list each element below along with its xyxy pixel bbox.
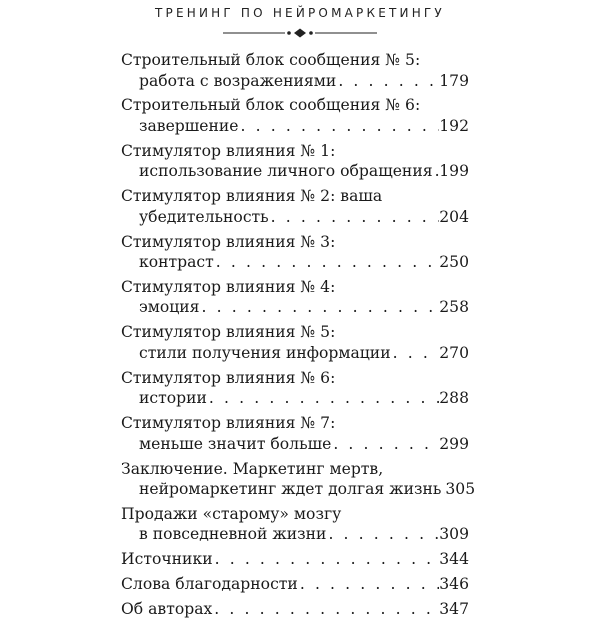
toc-page-number: 309 [439,525,469,544]
toc-entry-title: Стимулятор влияния № 1: [121,141,336,160]
toc-entry-continuation [121,524,469,545]
toc-entry-title: Источники [121,550,213,569]
toc-page-number: 270 [439,343,469,362]
toc-entry-continuation [121,434,469,455]
dot-leader [213,549,440,570]
dot-leader [298,574,439,595]
toc-page-number: 192 [439,116,469,135]
toc-entry-continuation [121,549,469,570]
dot-leader [214,252,439,273]
toc-entry-title: Заключение. Маркетинг мертв, [121,459,384,478]
toc-entry-title: Стимулятор влияния № 6: [121,368,336,387]
toc-entry-continuation [121,252,469,273]
table-of-contents [121,50,476,624]
toc-entry[interactable] [121,232,469,273]
running-head: ТРЕНИНГ ПО НЕЙРОМАРКЕТИНГУ [155,6,445,20]
toc-entry-subtitle: истории [139,389,207,408]
toc-entry-continuation [121,599,469,620]
toc-entry-subtitle: использование личного обращения [139,162,433,181]
toc-page-number: 288 [439,389,469,408]
toc-entry[interactable] [121,277,469,318]
toc-page-number: 299 [439,434,469,453]
toc-entry-title: Слова благодарности [121,575,298,594]
toc-page-number: 258 [439,298,469,317]
ornament-diamond [294,29,306,38]
toc-entry-title: Строительный блок сообщения № 6: [121,96,421,115]
toc-entry[interactable] [121,141,469,182]
toc-entry-continuation [121,343,469,364]
toc-entry-subtitle: эмоция [139,298,200,317]
dot-leader [326,524,439,545]
toc-entry-subtitle: работа с возражениями [139,71,337,90]
toc-entry[interactable] [121,599,469,620]
toc-entry[interactable] [121,95,469,136]
toc-entry-title: Строительный блок сообщения № 5: [121,51,421,69]
toc-entry-continuation [121,116,469,137]
dot-leader [336,71,439,92]
toc-entry-continuation [121,574,469,595]
toc-entry-title: Стимулятор влияния № 4: [121,277,336,296]
toc-entry[interactable] [121,504,469,545]
dot-leader [331,434,439,455]
toc-entry-subtitle: нейромаркетинг ждет долгая жизнь [139,480,442,499]
toc-page-number: 204 [439,207,469,226]
toc-entry-subtitle: контраст [139,253,214,272]
dot-leader [433,161,440,182]
toc-entry-continuation [121,161,469,182]
toc-entry-subtitle: меньше значит больше [139,434,332,453]
toc-page-number: 250 [439,253,469,272]
toc-entry-continuation [121,388,469,409]
toc-page-number: 346 [439,575,469,594]
toc-entry-title: Стимулятор влияния № 3: [121,232,336,251]
toc-entry-title: Стимулятор влияния № 7: [121,414,336,433]
dot-leader [212,599,439,620]
toc-entry-subtitle: стили получения информации [139,343,391,362]
toc-entry-continuation [121,207,469,228]
ornament-divider [0,26,600,40]
ornament-dot-left [287,31,291,35]
toc-entry[interactable] [121,549,469,570]
toc-entry[interactable] [121,574,469,595]
dot-leader [207,388,439,409]
toc-page-number: 199 [439,162,469,181]
toc-entry[interactable] [121,186,469,227]
toc-entry-title: Продажи «старому» мозгу [121,504,342,523]
toc-entry-title: Стимулятор влияния № 2: ваша [121,187,383,206]
toc-entry-continuation [121,71,469,92]
toc-entry[interactable] [121,413,469,454]
toc-entry[interactable] [121,50,469,91]
toc-entry-subtitle: в повседневной жизни [139,525,327,544]
dot-leader [239,116,440,137]
toc-entry[interactable] [121,368,469,409]
toc-entry[interactable] [121,322,469,363]
toc-entry-continuation [121,297,469,318]
toc-page-number: 179 [439,71,469,90]
toc-entry-subtitle: убедительность [139,207,269,226]
dot-leader [391,343,440,364]
toc-entry-title: Стимулятор влияния № 5: [121,323,336,342]
toc-page-number: 344 [439,550,469,569]
dot-leader [269,207,440,228]
toc-entry-subtitle: завершение [139,116,239,135]
toc-entry-title: Об авторах [121,600,213,619]
toc-entry-continuation [121,479,476,500]
ornament-dot-right [309,31,313,35]
toc-entry[interactable] [121,459,476,500]
toc-page-number: 347 [439,600,469,619]
toc-page-number: 305 [445,480,476,499]
dot-leader [200,297,440,318]
